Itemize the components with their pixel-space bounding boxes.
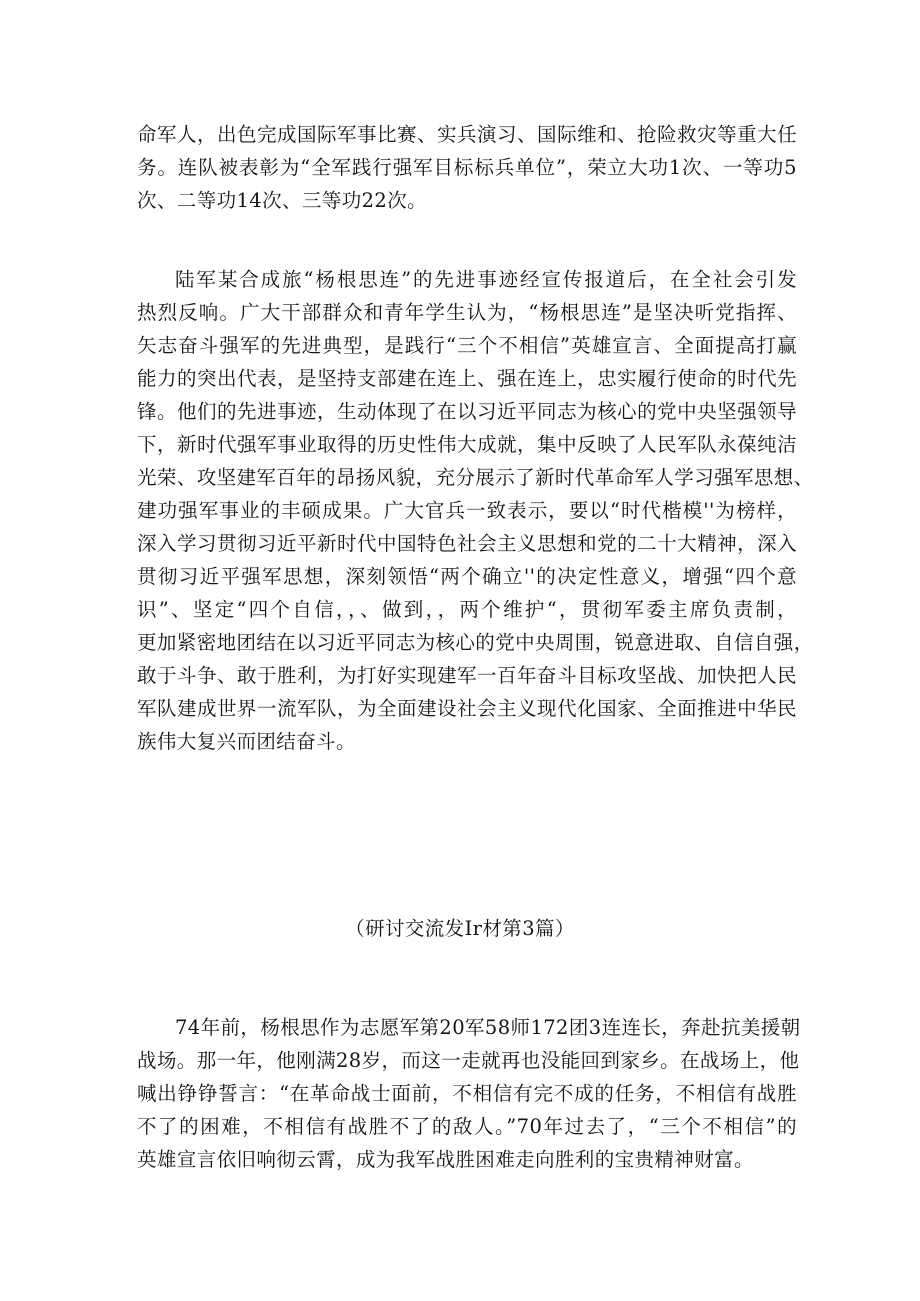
section-heading: （研讨交流发Ir材第3篇）: [345, 917, 575, 940]
text-line: 战场。那一年，他刚满28岁，而这一走就再也没能回到家乡。在战场上，他: [137, 1049, 800, 1072]
text-line: 深入学习贯彻习近平新时代中国特色社会主义思想和党的二十大精神，深入: [137, 532, 797, 555]
text-line: 74年前，杨根思作为志愿军第20军58师172团3连连长，奔赴抗美援朝: [175, 1016, 801, 1039]
text-line: 军队建成世界一流军队，为全面建设社会主义现代化国家、全面推进中华民: [137, 697, 797, 720]
text-line: 能力的突出代表，是坚持支部建在连上、强在连上，忠实履行使命的时代先: [137, 367, 797, 390]
text-line: 务。连队被表彰为“全军践行强军目标标兵单位”，荣立大功1次、一等功5: [137, 156, 797, 179]
paragraph-reaction: [137, 263, 814, 758]
text-line: 陆军某合成旅“杨根思连”的先进事迹经宣传报道后，在全社会引发: [175, 268, 797, 291]
paragraph-continuation: [137, 118, 797, 217]
text-line: 识”、坚定“四个自信，，、做到，，两个维护“，贯彻军委主席负责制，: [137, 598, 797, 621]
text-line: 贯彻习近平强军思想，深刻领悟“两个确立''的决定性意义，增强“四个意: [137, 565, 797, 588]
text-line: 命军人，出色完成国际军事比赛、实兵演习、国际维和、抢险救灾等重大任: [137, 123, 797, 146]
text-line: 敢于斗争、敢于胜利，为打好实现建军一百年奋斗目标攻坚战、加快把人民: [137, 664, 797, 687]
text-line: 英雄宣言依旧响彻云霄，成为我军战胜困难走向胜利的宝贵精神财富。: [137, 1148, 754, 1171]
text-line: 下，新时代强军事业取得的历史性伟大成就，集中反映了人民军队永葆纯洁: [137, 433, 797, 456]
text-line: 光荣、攻坚建军百年的昂扬风貌，充分展示了新时代革命军人学习强军思想、: [137, 466, 814, 489]
text-line: 矢志奋斗强军的先进典型，是践行“三个不相信”英雄宣言、全面提高打赢: [137, 334, 797, 357]
text-line: 更加紧密地团结在以习近平同志为核心的党中央周围，锐意进取、自信自强，: [137, 631, 814, 654]
text-line: 次、二等功14次、三等功22次。: [137, 189, 428, 212]
paragraph-yang-gensi: [137, 1011, 801, 1176]
text-line: 族伟大复兴而团结奋斗。: [137, 730, 356, 753]
text-line: 建功强军事业的丰硕成果。广大官兵一致表示，要以“时代楷模''为榜样，: [137, 499, 797, 522]
text-line: 不了的困难，不相信有战胜不了的敌人。”70年过去了，“三个不相信”的: [137, 1115, 797, 1138]
text-line: 热烈反响。广大干部群众和青年学生认为，“杨根思连”是坚决听党指挥、: [137, 301, 797, 324]
text-line: 锋。他们的先进事迹，生动体现了在以习近平同志为核心的党中央坚强领导: [137, 400, 797, 423]
text-line: 喊出铮铮誓言：“在革命战士面前，不相信有完不成的任务，不相信有战胜: [137, 1082, 797, 1105]
